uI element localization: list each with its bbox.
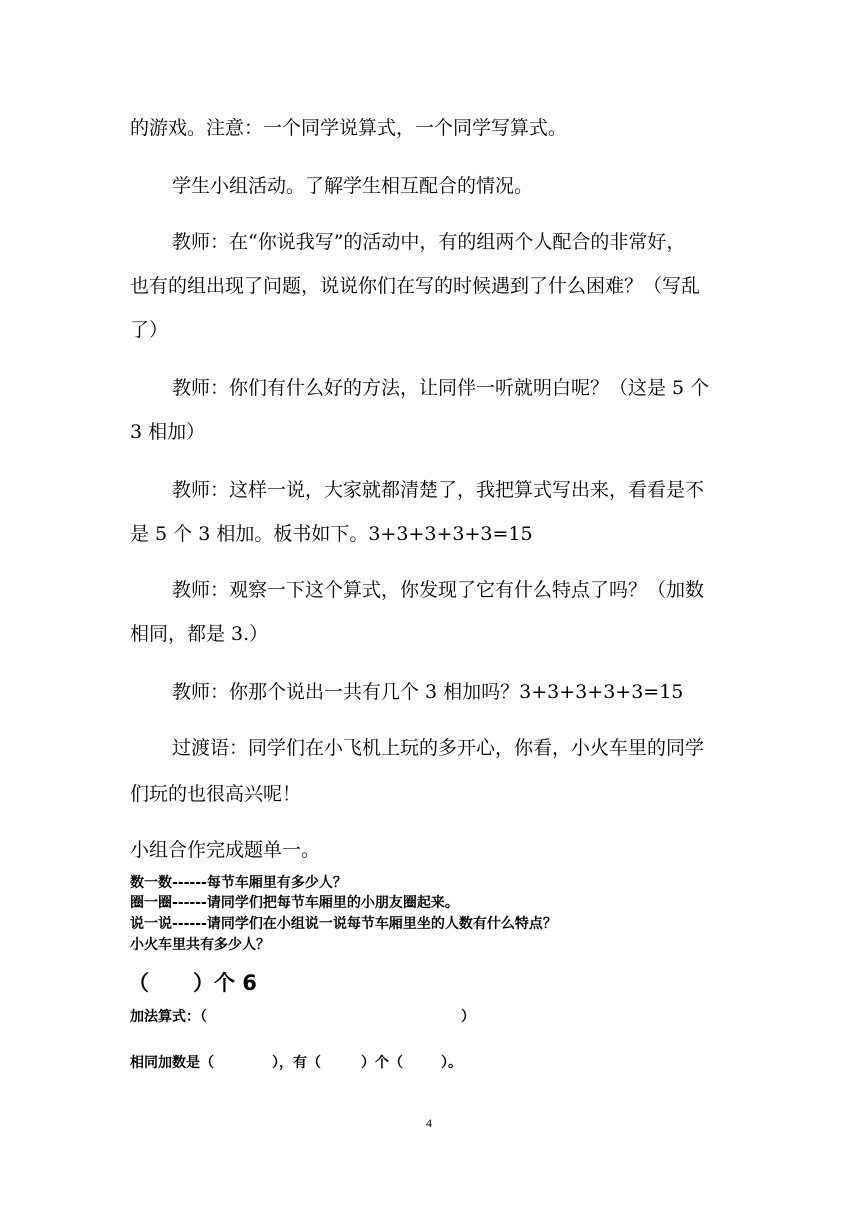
paragraph-line: 教师：观察一下这个算式，你发现了它有什么特点了吗？（加数 <box>172 579 705 601</box>
page-number: 4 <box>426 1116 432 1130</box>
paragraph-line: 的游戏。注意：一个同学说算式，一个同学写算式。 <box>130 117 568 139</box>
paragraph-line: 教师：这样一说，大家就都清楚了，我把算式写出来，看看是不 <box>172 479 705 501</box>
task-item: 圈一圈------请同学们把每节车厢里的小朋友圈起来。 <box>130 895 459 911</box>
paragraph-line: 教师：在“你说我写”的活动中，有的组两个人配合的非常好， <box>172 231 686 253</box>
same-addend-line <box>130 1054 462 1072</box>
same-addend-part: ）个（ <box>361 1055 403 1071</box>
formula-label: 加法算式：（ <box>130 1009 207 1025</box>
same-addend-part: 相同加数是（ <box>130 1055 214 1071</box>
blank-close: ）个 6 <box>193 971 257 995</box>
paragraph-line: 教师：你们有什么好的方法，让同伴一听就明白呢？（这是 5 个 <box>172 377 710 399</box>
paragraph-line: 教师：你那个说出一共有几个 3 相加吗？3+3+3+3+3=15 <box>172 681 684 703</box>
blank-open: （ <box>128 971 149 995</box>
formula-close: ） <box>461 1009 475 1025</box>
same-addend-part: ），有（ <box>272 1055 321 1071</box>
paragraph-line: 们玩的也很高兴呢！ <box>130 783 302 805</box>
paragraph-line: 也有的组出现了问题，说说你们在写的时候遇到了什么困难？（写乱 <box>130 275 701 297</box>
task-item: 说一说------请同学们在小组说一说每节车厢里坐的人数有什么特点？ <box>130 916 557 932</box>
paragraph-line: 是 5 个 3 相加。板书如下。3+3+3+3+3=15 <box>130 523 533 545</box>
same-addend-part: ）。 <box>441 1055 462 1071</box>
addition-formula-line <box>130 1008 475 1026</box>
paragraph-line: 了） <box>130 319 169 341</box>
paragraph-line: 学生小组活动。了解学生相互配合的情况。 <box>172 175 534 197</box>
paragraph-line: 过渡语：同学们在小飞机上玩的多开心，你看，小火车里的同学 <box>172 737 705 759</box>
paragraph-line: 3 相加） <box>130 421 206 443</box>
task-item: 数一数------每节车厢里有多少人？ <box>130 875 347 891</box>
task-heading: 小组合作完成题单一。 <box>130 839 321 861</box>
task-item: 小火车里共有多少人？ <box>130 937 270 953</box>
paragraph-line: 相同，都是 3.） <box>130 623 269 645</box>
blank-count-line <box>128 970 257 996</box>
